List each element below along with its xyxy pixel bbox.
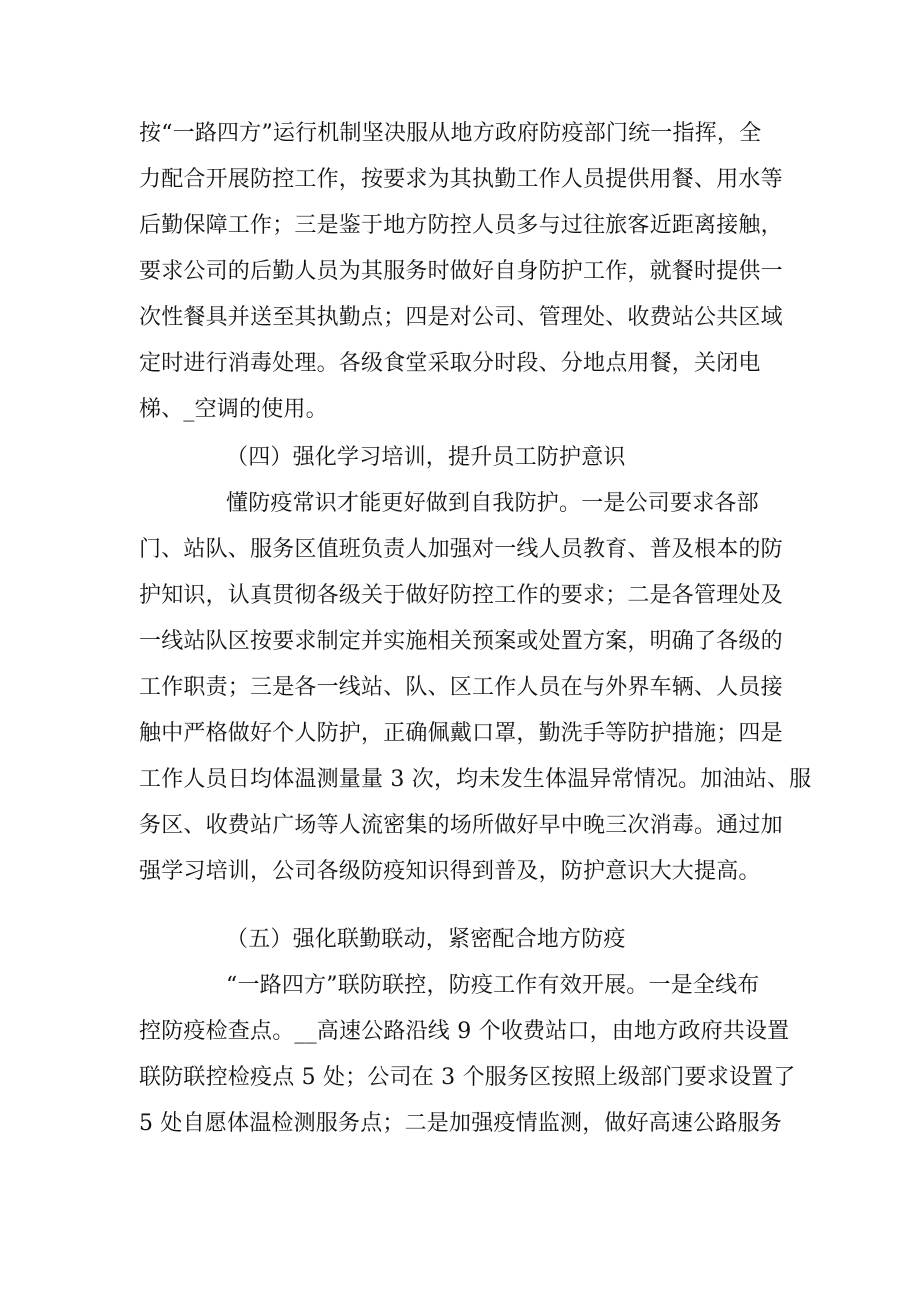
paragraph-line: 强学习培训，公司各级防疫知识得到普及，防护意识大大提高。 (139, 859, 761, 884)
paragraph-line: 次性餐具并送至其执勤点；四是对公司、管理处、收费站公共区域 (139, 305, 783, 330)
paragraph-line: 后勤保障工作；三是鉴于地方防控人员多与过往旅客近距离接触， (139, 213, 783, 238)
paragraph-line: 5 处自愿体温检测服务点；二是加强疫情监测，做好高速公路服务 (139, 1111, 782, 1136)
paragraph-line: 护知识，认真贯彻各级关于做好防控工作的要求；二是各管理处及 (139, 583, 783, 608)
section-heading-5: （五）强化联勤联动，紧密配合地方防疫 (226, 927, 626, 952)
paragraph-line: 工作职责；三是各一线站、队、区工作人员在与外界车辆、人员接 (139, 675, 783, 700)
paragraph-line: 力配合开展防控工作，按要求为其执勤工作人员提供用餐、用水等 (139, 167, 783, 192)
paragraph-line: 按“一路四方”运行机制坚决服从地方政府防疫部门统一指挥，全 (139, 121, 762, 146)
paragraph-first-line: 懂防疫常识才能更好做到自我防护。一是公司要求各部 (226, 491, 759, 516)
paragraph-line: 务区、收费站广场等人流密集的场所做好早中晚三次消毒。通过加 (139, 813, 783, 838)
paragraph-line: 工作人员日均体温测量量 3 次，均未发生体温异常情况。加油站、服 (139, 767, 812, 792)
paragraph-line: 一线站队区按要求制定并实施相关预案或处置方案，明确了各级的 (139, 629, 783, 654)
paragraph-line: 定时进行消毒处理。各级食堂采取分时段、分地点用餐，关闭电 (139, 351, 761, 376)
paragraph-first-line: “一路四方”联防联控，防疫工作有效开展。一是全线布 (226, 973, 760, 998)
paragraph-line: 梯、_空调的使用。 (139, 397, 328, 422)
paragraph-line: 控防疫检查点。__高速公路沿线 9 个收费站口，由地方政府共设置 (139, 1019, 790, 1044)
paragraph-line: 要求公司的后勤人员为其服务时做好自身防护工作，就餐时提供一 (139, 259, 783, 284)
section-heading-4: （四）强化学习培训，提升员工防护意识 (226, 445, 626, 470)
paragraph-line: 门、站队、服务区值班负责人加强对一线人员教育、普及根本的防 (139, 537, 783, 562)
paragraph-line: 触中严格做好个人防护，正确佩戴口罩，勤洗手等防护措施；四是 (139, 721, 783, 746)
paragraph-line: 联防联控检疫点 5 处；公司在 3 个服务区按照上级部门要求设置了 (139, 1065, 796, 1090)
